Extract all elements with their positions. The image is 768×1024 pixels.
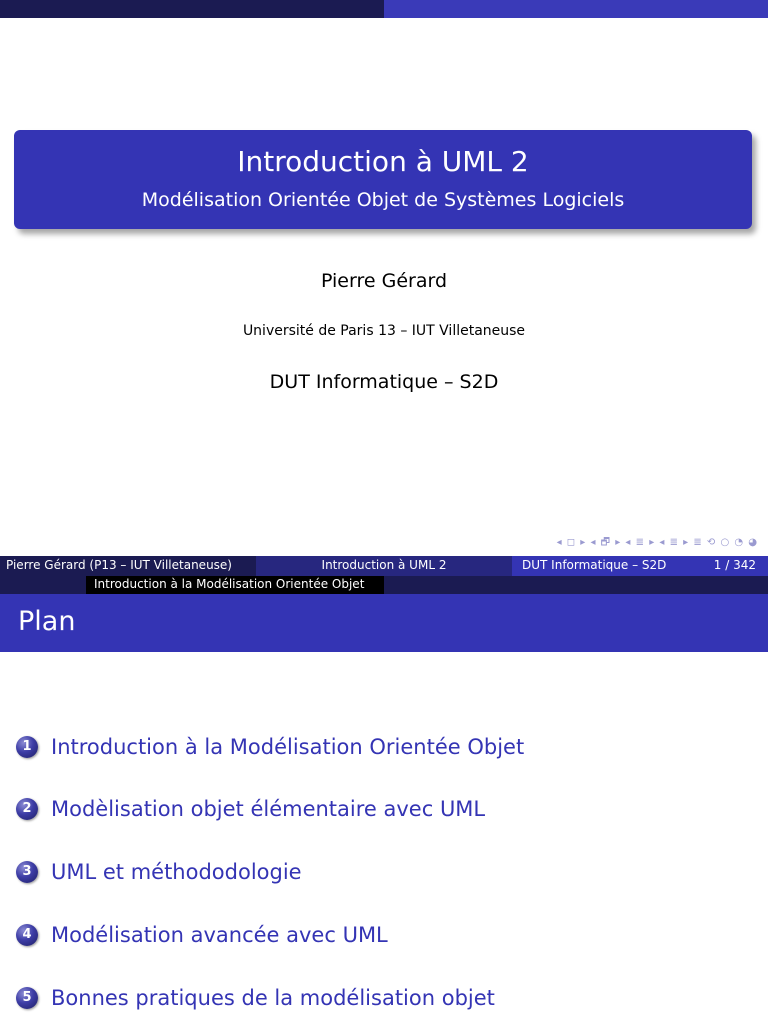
toc-item[interactable] <box>16 794 485 824</box>
toc-number-ball: 5 <box>16 987 38 1009</box>
frame-title: Plan <box>18 606 76 637</box>
footer-author: Pierre Gérard (P13 – IUT Villetaneuse) <box>0 556 256 576</box>
toc-number-ball: 4 <box>16 924 38 946</box>
toc-item-label: Modèlisation objet élémentaire avec UML <box>51 797 486 821</box>
top-bar-left <box>0 0 384 18</box>
course-name: DUT Informatique – S2D <box>269 371 499 393</box>
footer-date: DUT Informatique – S2D <box>522 558 667 572</box>
toc-number-ball: 1 <box>16 736 38 758</box>
table-of-contents <box>0 576 768 1024</box>
toc-number-ball: 3 <box>16 861 38 883</box>
footer-title: Introduction à UML 2 <box>256 556 512 576</box>
presentation-subtitle: Modélisation Orientée Objet de Systèmes Logiciels <box>141 189 625 211</box>
toc-item-label: Bonnes pratiques de la modélisation objet <box>51 986 495 1010</box>
toc-item[interactable] <box>16 732 524 762</box>
institute-name: Université de Paris 13 – IUT Villetaneuse <box>242 323 526 339</box>
footer-page-number: 1 / 342 <box>713 558 756 572</box>
toc-item[interactable] <box>16 920 388 950</box>
title-block <box>14 130 752 229</box>
slide-footer <box>0 556 768 576</box>
beamer-navigation-icons[interactable]: ◂ ◻ ▸ ◂ 🗗 ▸ ◂ ≣ ▸ ◂ ≣ ▸ ≣ ⟲ ○ ◔ ◕ <box>556 537 758 548</box>
presentation-title: Introduction à UML 2 <box>237 145 529 178</box>
toc-item[interactable] <box>16 983 495 1013</box>
top-bar-right <box>384 0 768 18</box>
toc-item-label: Modélisation avancée avec UML <box>51 923 388 947</box>
author-name: Pierre Gérard <box>320 270 447 292</box>
toc-item-label: UML et méthododologie <box>51 860 302 884</box>
toc-item[interactable] <box>16 857 302 887</box>
footer-date-block <box>512 556 768 576</box>
toc-number-ball: 2 <box>16 798 38 820</box>
toc-item-label: Introduction à la Modélisation Orientée Objet <box>51 735 525 759</box>
plan-slide <box>0 576 768 1024</box>
current-section-link[interactable]: Introduction à la Modélisation Orientée Objet <box>94 577 365 591</box>
